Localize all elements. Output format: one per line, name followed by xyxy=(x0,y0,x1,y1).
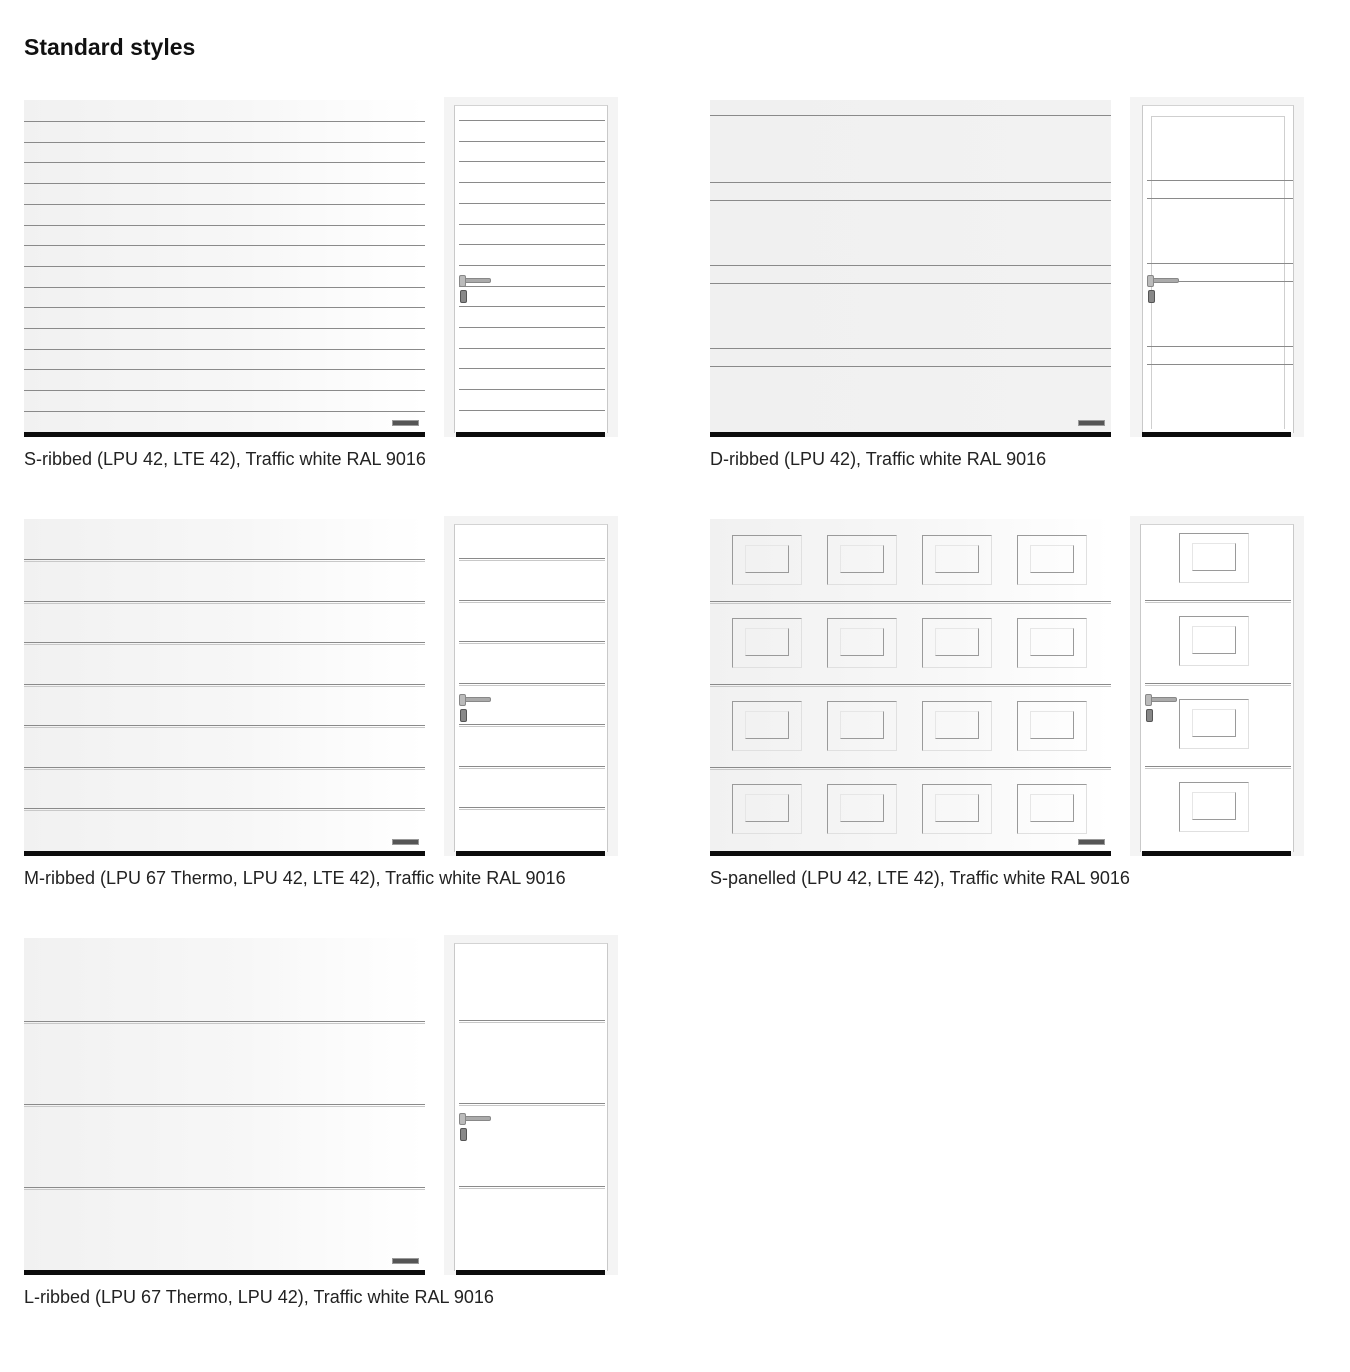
panel-groove xyxy=(459,286,605,287)
door-cassette xyxy=(732,784,802,834)
panel-groove xyxy=(1147,180,1293,181)
panel-groove xyxy=(459,600,605,603)
side-door-image xyxy=(444,516,618,856)
panel-groove xyxy=(1147,198,1293,199)
panel-groove xyxy=(24,183,425,184)
door-cassette xyxy=(1017,618,1087,668)
panel-groove xyxy=(459,348,605,349)
door-cassette xyxy=(827,784,897,834)
panel-groove xyxy=(459,203,605,204)
panel-groove xyxy=(24,1187,425,1190)
door-lock-icon xyxy=(460,709,467,722)
floor-line xyxy=(1142,851,1291,856)
panel-groove xyxy=(710,348,1111,349)
door-style-l-ribbed xyxy=(24,935,624,1315)
panel-groove xyxy=(24,684,425,687)
side-door-leaf xyxy=(1140,524,1294,852)
side-door-image xyxy=(1130,97,1304,437)
door-cassette xyxy=(827,618,897,668)
door-lock-icon xyxy=(1148,290,1155,303)
panel-groove xyxy=(710,283,1111,284)
panel-groove xyxy=(710,601,1111,604)
brand-logo-icon xyxy=(392,839,419,845)
panel-groove xyxy=(459,141,605,142)
panel-groove xyxy=(459,1020,605,1023)
door-handle-icon xyxy=(459,278,491,283)
panel-groove xyxy=(24,725,425,728)
floor-line xyxy=(710,851,1111,856)
door-cassette xyxy=(1017,701,1087,751)
panel-groove xyxy=(459,327,605,328)
door-caption: S-panelled (LPU 42, LTE 42), Traffic white RAL 9016 xyxy=(710,868,1130,888)
side-door-image xyxy=(444,935,618,1275)
door-caption: L-ribbed (LPU 67 Thermo, LPU 42), Traffic white RAL 9016 xyxy=(24,1287,494,1307)
door-cassette xyxy=(1017,784,1087,834)
panel-groove xyxy=(24,808,425,811)
door-caption: M-ribbed (LPU 67 Thermo, LPU 42, LTE 42), Traffic white RAL 9016 xyxy=(24,868,566,888)
panel-groove xyxy=(459,558,605,561)
panel-groove xyxy=(24,642,425,645)
panel-groove xyxy=(1145,766,1291,769)
panel-groove xyxy=(459,389,605,390)
panel-groove xyxy=(1145,683,1291,686)
panel-groove xyxy=(710,767,1111,770)
brand-logo-icon xyxy=(1078,839,1105,845)
door-cassette xyxy=(922,701,992,751)
garage-door-image xyxy=(24,100,425,437)
panel-groove xyxy=(24,411,425,412)
side-door-inner-frame xyxy=(1151,116,1285,429)
door-handle-icon xyxy=(1145,697,1177,702)
panel-groove xyxy=(459,766,605,769)
door-cassette xyxy=(1017,535,1087,585)
door-cassette xyxy=(1179,616,1249,666)
garage-door-image xyxy=(710,519,1111,856)
door-cassette xyxy=(922,618,992,668)
panel-groove xyxy=(710,366,1111,367)
door-cassette xyxy=(827,535,897,585)
side-door-leaf xyxy=(1142,105,1294,433)
door-cassette xyxy=(827,701,897,751)
brand-logo-icon xyxy=(392,1258,419,1264)
door-lock-icon xyxy=(1146,709,1153,722)
door-cassette xyxy=(1179,782,1249,832)
door-cassette xyxy=(1179,699,1249,749)
door-cassette xyxy=(922,535,992,585)
panel-groove xyxy=(710,200,1111,201)
side-door-image xyxy=(444,97,618,437)
side-door-leaf xyxy=(454,943,608,1271)
floor-line xyxy=(24,432,425,437)
panel-groove xyxy=(24,349,425,350)
door-caption: S-ribbed (LPU 42, LTE 42), Traffic white RAL 9016 xyxy=(24,449,426,469)
panel-groove xyxy=(24,121,425,122)
panel-groove xyxy=(710,265,1111,266)
door-cassette xyxy=(732,701,802,751)
door-style-d-ribbed xyxy=(710,97,1310,477)
panel-groove xyxy=(24,225,425,226)
door-handle-icon xyxy=(1147,278,1179,283)
floor-line xyxy=(24,851,425,856)
door-cassette xyxy=(732,618,802,668)
floor-line xyxy=(456,432,605,437)
panel-groove xyxy=(459,368,605,369)
door-style-m-ribbed xyxy=(24,516,624,896)
page-title: Standard styles xyxy=(24,34,196,60)
panel-groove xyxy=(24,559,425,562)
door-handle-icon xyxy=(459,1116,491,1121)
panel-groove xyxy=(710,684,1111,687)
panel-groove xyxy=(1147,263,1293,264)
panel-groove xyxy=(24,390,425,391)
panel-groove xyxy=(24,1021,425,1024)
garage-door-image xyxy=(24,938,425,1275)
panel-groove xyxy=(710,182,1111,183)
panel-groove xyxy=(459,182,605,183)
door-lock-icon xyxy=(460,1128,467,1141)
brand-logo-icon xyxy=(1078,420,1105,426)
door-style-s-panelled xyxy=(710,516,1310,896)
panel-groove xyxy=(459,641,605,644)
garage-door-image xyxy=(24,519,425,856)
panel-groove xyxy=(459,724,605,727)
panel-groove xyxy=(459,807,605,810)
panel-groove xyxy=(24,767,425,770)
panel-groove xyxy=(459,683,605,686)
panel-groove xyxy=(24,1104,425,1107)
door-cassette xyxy=(732,535,802,585)
panel-groove xyxy=(1145,600,1291,603)
floor-line xyxy=(1142,432,1291,437)
floor-line xyxy=(710,432,1111,437)
floor-line xyxy=(456,1270,605,1275)
panel-groove xyxy=(459,1186,605,1189)
door-style-s-ribbed xyxy=(24,97,624,477)
door-cassette xyxy=(922,784,992,834)
panel-groove xyxy=(459,244,605,245)
panel-groove xyxy=(1147,346,1293,347)
door-lock-icon xyxy=(460,290,467,303)
panel-groove xyxy=(459,265,605,266)
panel-groove xyxy=(459,306,605,307)
panel-groove xyxy=(459,120,605,121)
panel-groove xyxy=(459,1103,605,1106)
panel-groove xyxy=(459,410,605,411)
panel-groove xyxy=(1147,364,1293,365)
panel-groove xyxy=(24,369,425,370)
brand-logo-icon xyxy=(392,420,419,426)
side-door-leaf xyxy=(454,105,608,433)
panel-groove xyxy=(24,287,425,288)
panel-groove xyxy=(24,307,425,308)
floor-line xyxy=(24,1270,425,1275)
panel-groove xyxy=(24,328,425,329)
door-caption: D-ribbed (LPU 42), Traffic white RAL 9016 xyxy=(710,449,1047,469)
side-door-image xyxy=(1130,516,1304,856)
panel-groove xyxy=(710,115,1111,116)
floor-line xyxy=(456,851,605,856)
panel-groove xyxy=(24,162,425,163)
panel-groove xyxy=(24,601,425,604)
side-door-leaf xyxy=(454,524,608,852)
panel-groove xyxy=(24,266,425,267)
panel-groove xyxy=(459,161,605,162)
door-handle-icon xyxy=(459,697,491,702)
panel-groove xyxy=(24,204,425,205)
garage-door-image xyxy=(710,100,1111,437)
door-cassette xyxy=(1179,533,1249,583)
panel-groove xyxy=(459,224,605,225)
panel-groove xyxy=(24,245,425,246)
panel-groove xyxy=(24,142,425,143)
